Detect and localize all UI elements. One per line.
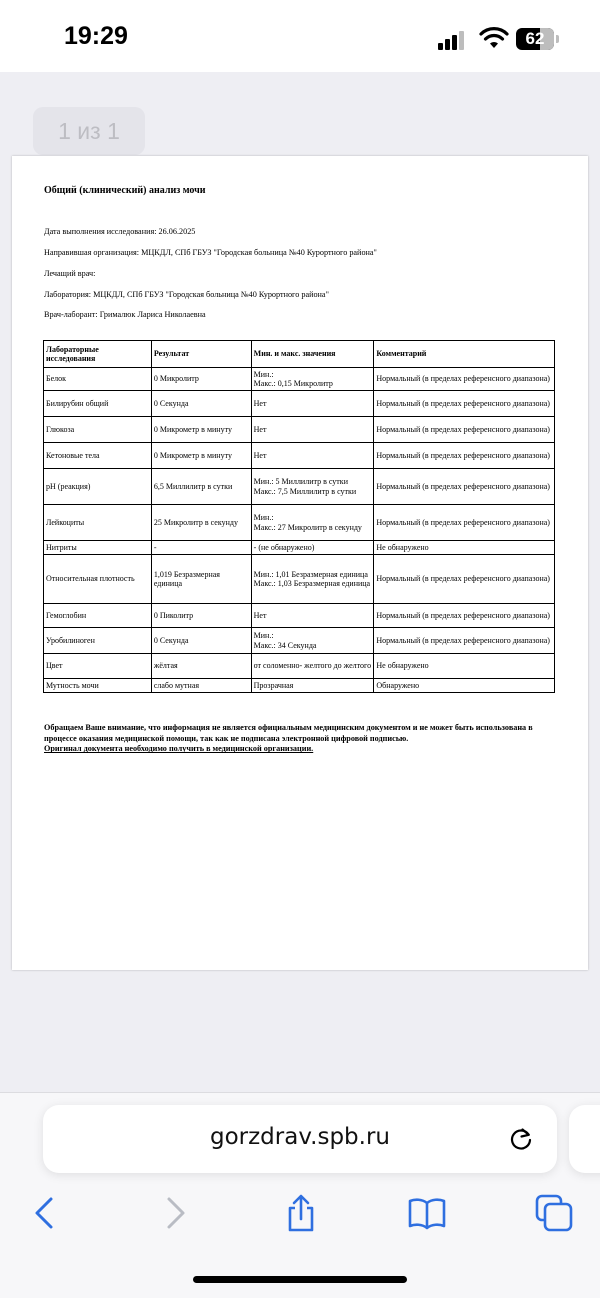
cell-test: Цвет	[44, 654, 152, 679]
cell-range: Нет	[251, 443, 374, 469]
cell-result: -	[151, 541, 251, 555]
disclaimer-text: Обращаем Ваше внимание, что информация не является официальным медицинским документом и не может быть использована в процессе оказания медицинской помощи, так как не подписана электронной цифровой подписью.	[44, 723, 533, 743]
back-icon[interactable]	[25, 1193, 65, 1233]
share-icon[interactable]	[281, 1193, 321, 1233]
cell-comment: Не обнаружено	[374, 541, 555, 555]
cell-test: Белок	[44, 368, 152, 391]
cell-range: Прозрачная	[251, 679, 374, 693]
cell-result: 0 Секунда	[151, 391, 251, 417]
battery-level: 62	[525, 29, 545, 48]
table-row	[44, 555, 555, 604]
cell-result: 1,019 Безразмерная единица	[151, 555, 251, 604]
cell-result: жёлтая	[151, 654, 251, 679]
cell-range: от соломенно- желтого до желтого	[251, 654, 374, 679]
table-row	[44, 679, 555, 693]
cell-test: Гемоглобин	[44, 604, 152, 628]
table-row	[44, 628, 555, 654]
disclaimer-original-note: Оригинал документа необходимо получить в медицинской организации.	[44, 744, 314, 754]
wifi-icon	[479, 27, 509, 49]
cell-test: Нитриты	[44, 541, 152, 555]
header-range: Мин. и макс. значения	[251, 341, 374, 368]
table-row	[44, 417, 555, 443]
cell-result: слабо мутная	[151, 679, 251, 693]
cell-comment: Нормальный (в пределах референсного диапазона)	[374, 469, 555, 505]
meta-lab-technician: Врач-лаборант: Грималюк Лариса Николаевна	[44, 310, 206, 319]
cell-comment: Нормальный (в пределах референсного диапазона)	[374, 604, 555, 628]
cell-result: 0 Микрометр в минуту	[151, 417, 251, 443]
cell-comment: Нормальный (в пределах референсного диапазона)	[374, 505, 555, 541]
cell-range: Мин.: 1,01 Безразмерная единица Макс.: 1,03 Безразмерная единица	[251, 555, 374, 604]
browser-toolbar	[0, 1092, 600, 1298]
reload-icon[interactable]	[507, 1125, 535, 1153]
home-indicator	[193, 1276, 407, 1283]
header-comment: Комментарий	[374, 341, 555, 368]
cell-comment: Нормальный (в пределах референсного диапазона)	[374, 555, 555, 604]
status-bar	[0, 0, 600, 72]
cell-range: Нет	[251, 417, 374, 443]
cell-result: 0 Микролитр	[151, 368, 251, 391]
cell-range: Мин.: Макс.: 0,15 Микролитр	[251, 368, 374, 391]
forward-icon[interactable]	[155, 1193, 195, 1233]
pdf-page	[12, 156, 588, 970]
cell-comment: Нормальный (в пределах референсного диапазона)	[374, 368, 555, 391]
cell-test: Мутность мочи	[44, 679, 152, 693]
cellular-signal-icon	[438, 30, 466, 50]
cell-comment: Нормальный (в пределах референсного диапазона)	[374, 391, 555, 417]
cell-comment: Нормальный (в пределах референсного диапазона)	[374, 417, 555, 443]
cell-range: Мин.: 5 Миллилитр в сутки Макс.: 7,5 Миллилитр в сутки	[251, 469, 374, 505]
cell-test: Уробилиноген	[44, 628, 152, 654]
table-header-row	[44, 341, 555, 368]
next-tab-preview[interactable]	[569, 1105, 600, 1173]
table-row	[44, 505, 555, 541]
cell-test: Билирубин общий	[44, 391, 152, 417]
disclaimer	[44, 723, 564, 755]
bookmarks-icon[interactable]	[407, 1193, 447, 1233]
document-title: Общий (клинический) анализ мочи	[44, 185, 206, 196]
meta-referring-org: Направившая организация: МЦКДЛ, СПб ГБУЗ "Городская больница №40 Курортного района"	[44, 248, 377, 257]
cell-range: Нет	[251, 391, 374, 417]
cell-comment: Не обнаружено	[374, 654, 555, 679]
cell-range: Мин.: Макс.: 27 Микролитр в секунду	[251, 505, 374, 541]
table-row	[44, 654, 555, 679]
meta-doctor: Лечащий врач:	[44, 269, 96, 278]
cell-comment: Обнаружено	[374, 679, 555, 693]
meta-date: Дата выполнения исследования: 26.06.2025	[44, 227, 196, 236]
header-result: Результат	[151, 341, 251, 368]
page-indicator: 1 из 1	[33, 107, 145, 155]
cell-result: 0 Пиколитр	[151, 604, 251, 628]
table-row	[44, 368, 555, 391]
cell-test: Кетоновые тела	[44, 443, 152, 469]
battery-icon	[516, 28, 562, 50]
table-row	[44, 469, 555, 505]
table-row	[44, 443, 555, 469]
results-table	[43, 340, 555, 693]
table-row	[44, 604, 555, 628]
cell-test: Глюкоза	[44, 417, 152, 443]
cell-result: 25 Микролитр в секунду	[151, 505, 251, 541]
cell-comment: Нормальный (в пределах референсного диапазона)	[374, 628, 555, 654]
cell-range: Мин.: Макс.: 34 Секунда	[251, 628, 374, 654]
cell-test: Лейкоциты	[44, 505, 152, 541]
table-row	[44, 541, 555, 555]
header-test: Лабораторные исследования	[44, 341, 152, 368]
cell-result: 0 Секунда	[151, 628, 251, 654]
cell-test: Относительная плотность	[44, 555, 152, 604]
address-bar[interactable]	[43, 1105, 557, 1173]
clock: 19:29	[64, 22, 128, 50]
cell-range: Нет	[251, 604, 374, 628]
cell-result: 0 Микрометр в минуту	[151, 443, 251, 469]
cell-comment: Нормальный (в пределах референсного диапазона)	[374, 443, 555, 469]
cell-range: - (не обнаружено)	[251, 541, 374, 555]
table-row	[44, 391, 555, 417]
cell-result: 6,5 Миллилитр в сутки	[151, 469, 251, 505]
url-text[interactable]: gorzdrav.spb.ru	[209, 1124, 390, 1150]
cell-test: pH (реакция)	[44, 469, 152, 505]
meta-laboratory: Лаборатория: МЦКДЛ, СПб ГБУЗ "Городская больница №40 Курортного района"	[44, 290, 329, 299]
tabs-icon[interactable]	[534, 1193, 574, 1233]
